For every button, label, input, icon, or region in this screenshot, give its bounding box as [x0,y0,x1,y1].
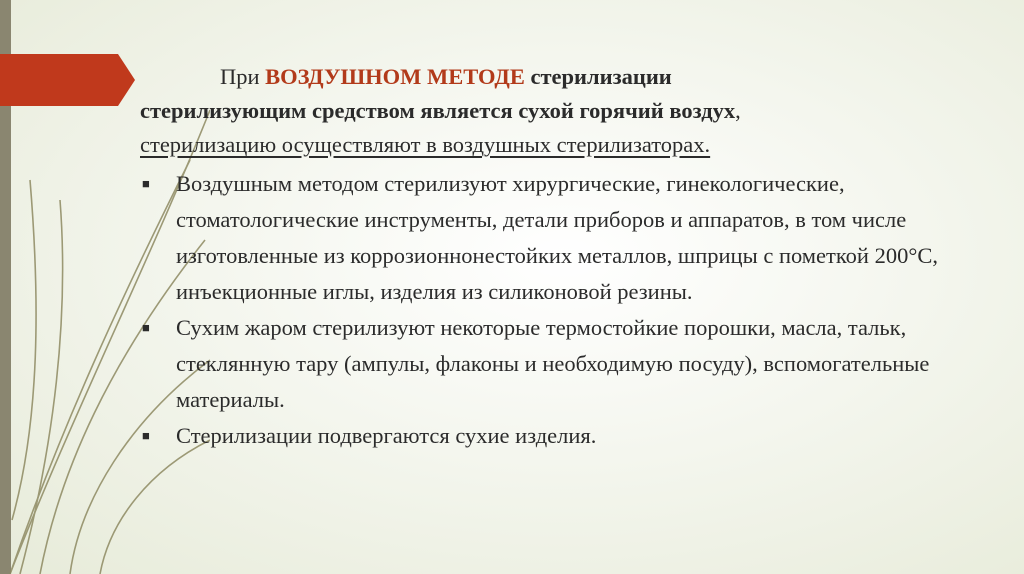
bullet-item [140,166,1000,310]
intro-prefix: При [220,64,266,89]
intro-line2-comma: , [735,98,741,123]
intro-paragraph [140,60,1000,162]
intro-line-3: стерилизацию осуществляют в воздушных стерилизаторах. [140,132,711,157]
bullet-text: Сухим жаром стерилизуют некоторые термостойкие порошки, масла, тальк, стеклянную тару (ампулы, флаконы и необходимую посуду), вспомогательные материалы. [176,315,930,412]
bullet-square-icon: ■ [142,320,150,335]
bullet-item [140,310,1000,418]
bullet-text: Воздушным методом стерилизуют хирургические, гинекологические, стоматологические инструменты, детали приборов и аппаратов, в том числе изготовленные из коррозионнонестойких металлов, шприцы с пометкой 200°С, инъекционные иглы, изделия из силиконовой резины. [176,171,938,304]
bullet-text: Стерилизации подвергаются сухие изделия. [176,423,597,448]
bullet-square-icon: ■ [142,428,150,443]
method-highlight: ВОЗДУШНОМ МЕТОДЕ [265,64,525,89]
intro-line-1 [140,60,1000,94]
bullet-square-icon: ■ [142,176,150,191]
intro-line2-text: стерилизующим средством является сухой горячий воздух [140,98,736,123]
bullet-list [140,166,1000,454]
intro-line1-rest: стерилизации [524,64,672,89]
intro-line-2 [140,94,1000,128]
bullet-item [140,418,1000,454]
